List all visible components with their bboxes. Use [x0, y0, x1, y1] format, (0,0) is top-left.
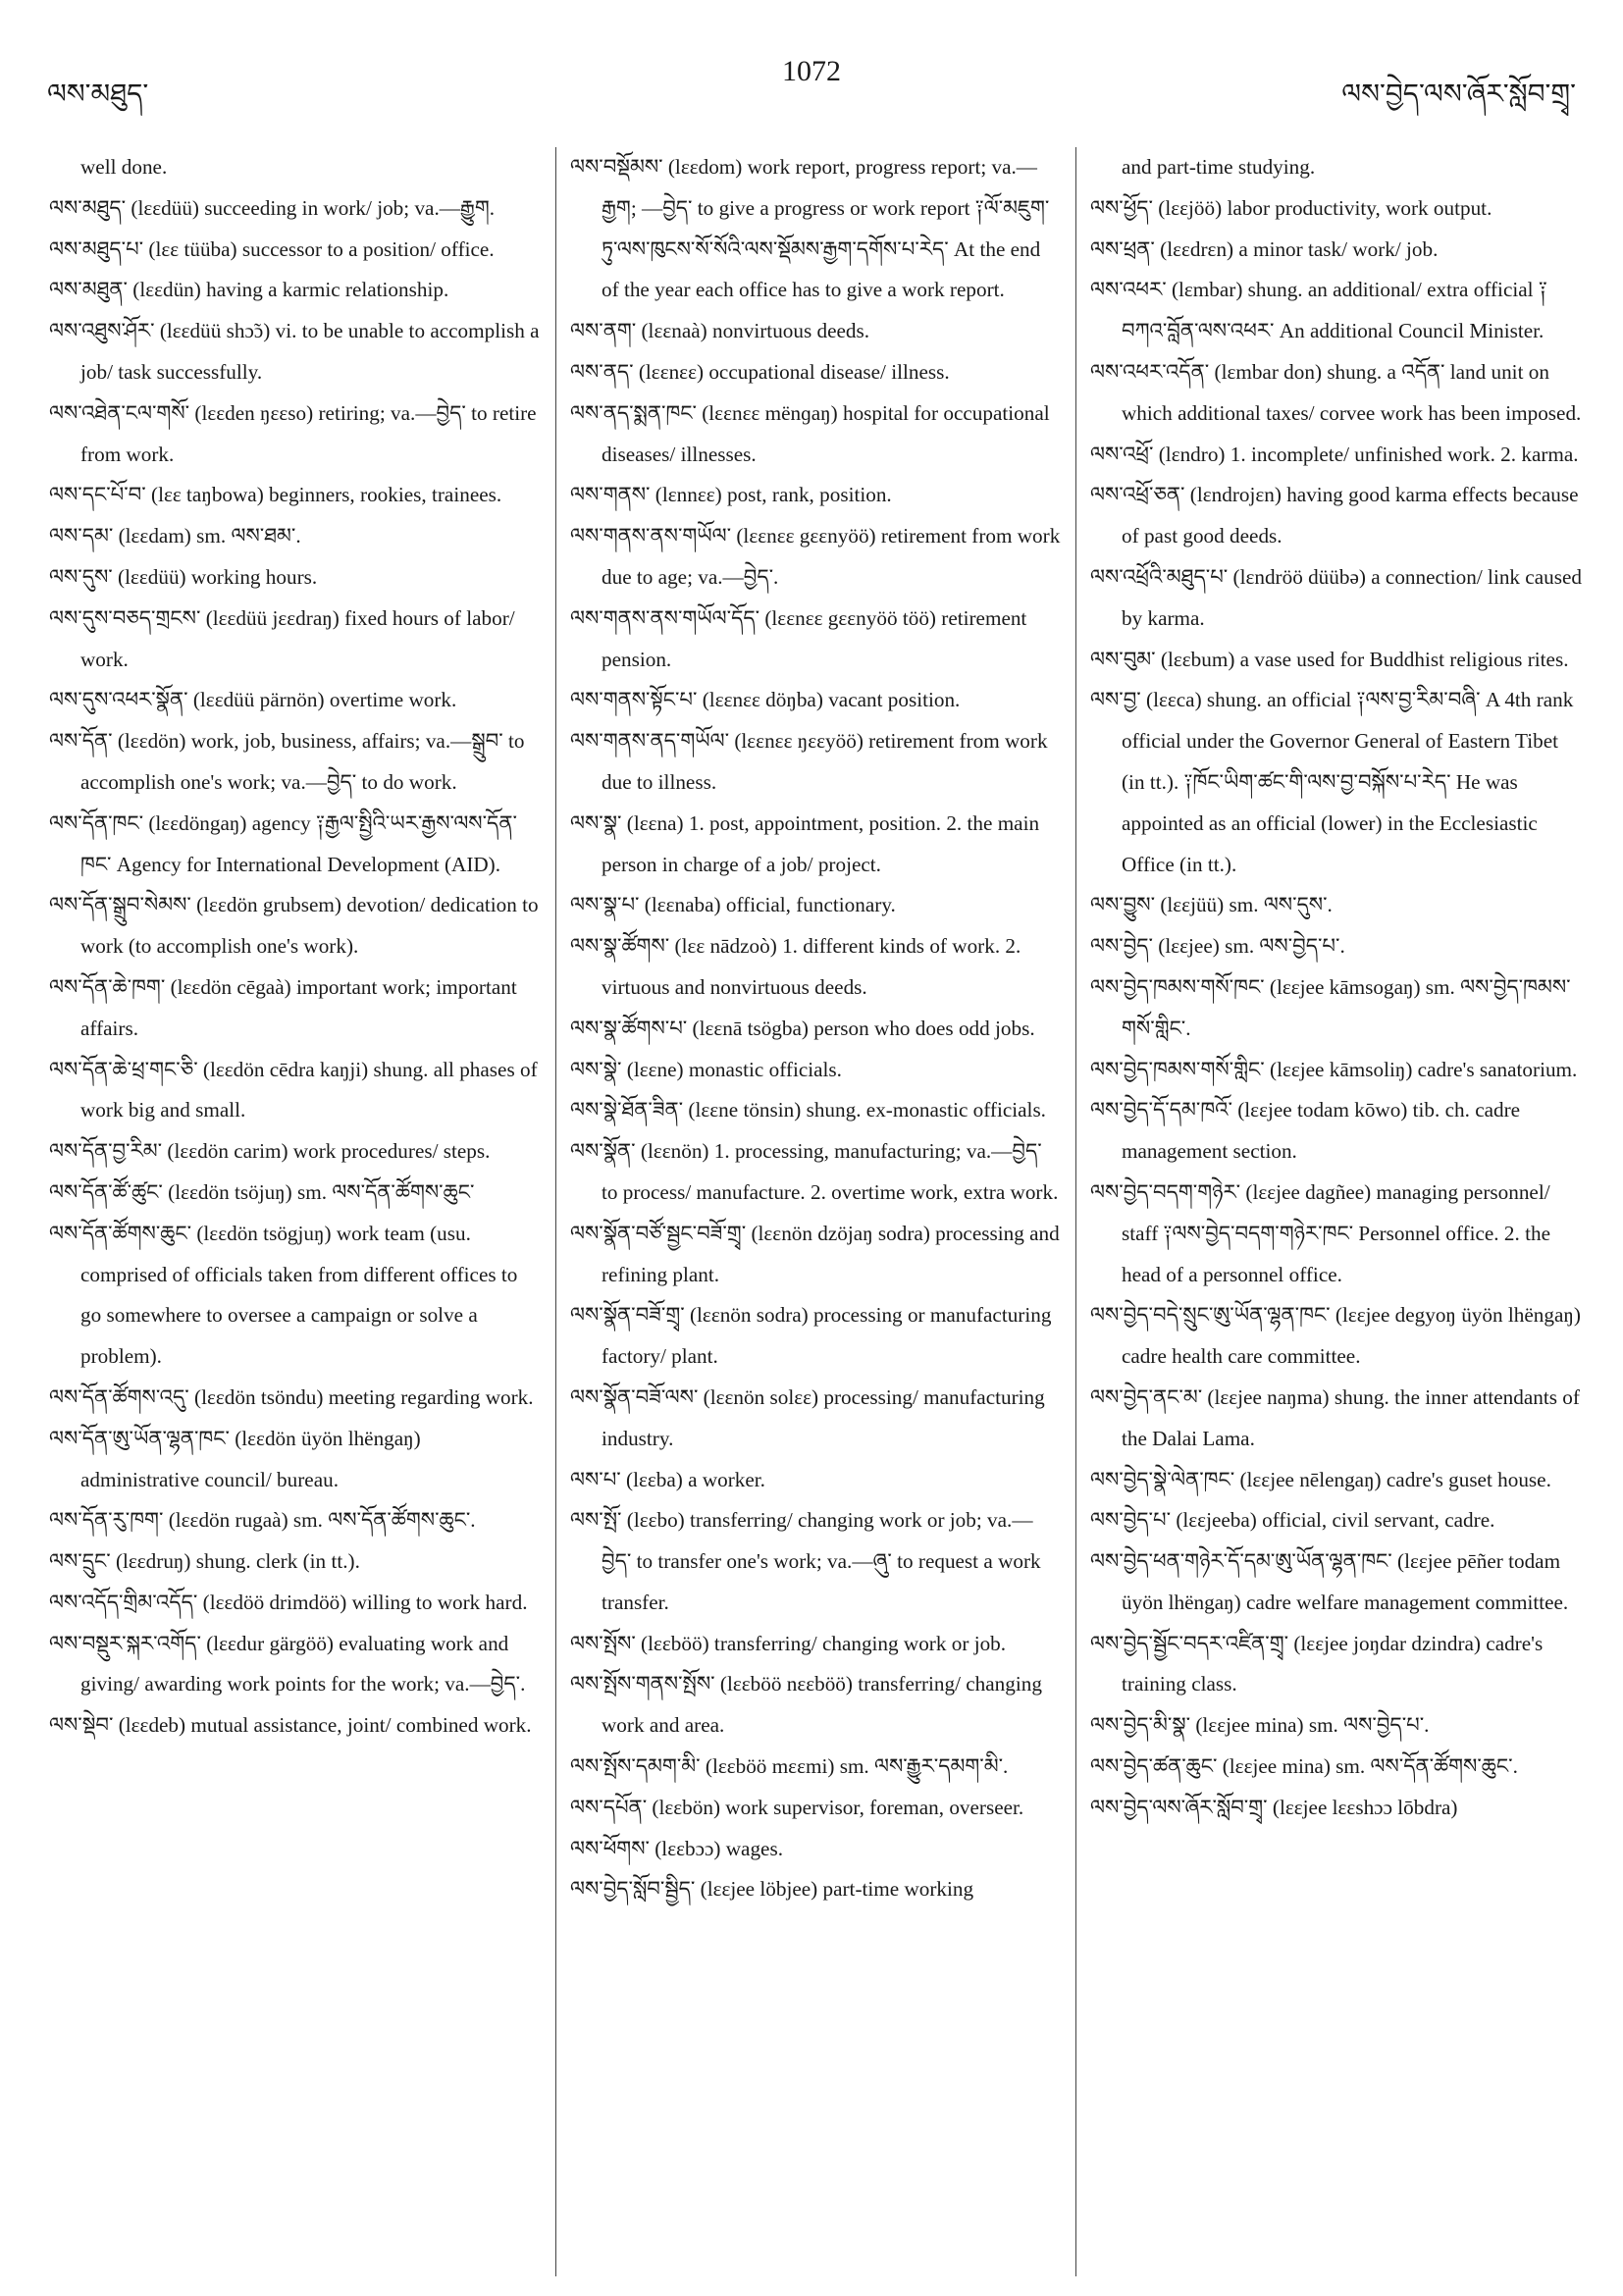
dictionary-entry: ལས་བྱེད་སྦྱོང་བདར་འཛིན་གྲྭ་ (lɛɛjee joŋdar dzindra) cadre's training class. — [1090, 1631, 1544, 1696]
dictionary-entry: ལས་བྱེད་ལས་ཞོར་སློབ་གྲྭ་ (lɛɛjee lɛɛshɔɔ lōbdra) — [1090, 1795, 1458, 1819]
dictionary-entry: ལས་བྱེད་ (lɛɛjee) sm. ལས་བྱེད་པ་. — [1090, 934, 1345, 959]
dictionary-entry: ལས་བྱེད་མི་སྣ་ (lɛɛjee mina) sm. ལས་བྱེད་པ་. — [1090, 1713, 1430, 1738]
dictionary-entry: ལས་མཐུན་ (lɛɛdün) having a karmic relationship. — [49, 278, 449, 302]
dictionary-entry: ལས་སྤོས་ (lɛɛböö) transferring/ changing work or job. — [570, 1631, 1007, 1655]
dictionary-entry: ལས་སྡེབ་ (lɛɛdeb) mutual assistance, joint/ combined work. — [49, 1713, 532, 1738]
dictionary-entry: ལས་དུས་ (lɛɛdüü) working hours. — [49, 564, 318, 589]
dictionary-entry: ལས་ནད་ (lɛɛnɛɛ) occupational disease/ illness. — [570, 359, 950, 384]
dictionary-entry: ལས་བུམ་ (lɛɛbum) a vase used for Buddhist religious rites. — [1090, 647, 1569, 671]
dictionary-entry: ལས་ནག་ (lɛɛnaà) nonvirtuous deeds. — [570, 319, 870, 343]
dictionary-entry: ལས་དང་པོ་བ་ (lɛɛ taŋbowa) beginners, rookies, trainees. — [49, 483, 502, 507]
dictionary-entry: ལས་བྱེད་ཁམས་གསོ་ཁང་ (lɛɛjee kāmsogaŋ) sm. ལས་བྱེད་ཁམས་གསོ་གླིང་. — [1090, 974, 1571, 1040]
dictionary-entry: ལས་འཕྲོའི་མཐུད་པ་ (lɛndröö düübə) a connection/ link caused by karma. — [1090, 564, 1582, 630]
dictionary-entry: ལས་འཐུས་ཤོར་ (lɛɛdüü shɔ̃ɔ) vi. to be unable to accomplish a job/ task successfully. — [49, 319, 540, 384]
dictionary-entry: ལས་དོན་ཆེ་ཕྲ་གང་ཅི་ (lɛɛdön cēdra kaŋji) shung. all phases of work big and small. — [49, 1057, 538, 1122]
dictionary-entry: ལས་བྱེད་བདེ་སྲུང་ཨུ་ཡོན་ལྷན་ཁང་ (lɛɛjee degyoŋ üyön lhëngaŋ) cadre health care committee. — [1090, 1303, 1581, 1369]
dictionary-entry: ལས་བྱེད་ནང་མ་ (lɛɛjee naŋma) shung. the inner attendants of the Dalai Lama. — [1090, 1384, 1580, 1450]
column-3 — [1075, 147, 1596, 2276]
dictionary-entry: ལས་སྣོན་བཙོ་སྦྱང་བཟོ་གྲྭ་ (lɛɛnön dzöjaŋ sodra) processing and refining plant. — [570, 1221, 1060, 1286]
column-1 — [35, 147, 555, 2276]
dictionary-entry: ལས་སྣོན་ (lɛɛnön) 1. processing, manufacturing; va.—བྱེད་ to process/ manufacture. 2. overtime work, extra work. — [570, 1139, 1059, 1204]
dictionary-entry: and part-time studying. — [1122, 155, 1316, 179]
dictionary-entry: ལས་དོན་སྒྲུབ་སེམས་ (lɛɛdön grubsem) devotion/ dedication to work (to accomplish one's work). — [49, 893, 539, 959]
dictionary-entry: ལས་དོན་ཆེ་ཁག་ (lɛɛdön cēgaà) important work; important affairs. — [49, 974, 517, 1040]
dictionary-entry: ལས་སྣེ་ (lɛɛne) monastic officials. — [570, 1057, 842, 1081]
header-right: ལས་བྱེད་ལས་ཞོར་སློབ་གྲྭ་ — [1341, 78, 1576, 110]
header-left: ལས་མཐུད་ — [47, 78, 149, 110]
dictionary-entry: ལས་བྱེད་དོ་དམ་ཁའོ་ (lɛɛjee todam kōwo) tib. ch. cadre management section. — [1090, 1098, 1521, 1164]
dictionary-entry: ལས་དྲུང་ (lɛɛdruŋ) shung. clerk (in tt.). — [49, 1549, 360, 1574]
dictionary-columns — [35, 147, 1596, 2276]
dictionary-entry: ལས་སྣེ་ཐོན་ཟིན་ (lɛɛne tönsin) shung. ex-monastic officials. — [570, 1098, 1046, 1122]
dictionary-entry: ལས་ཕོགས་ (lɛɛbɔɔ) wages. — [570, 1836, 783, 1860]
dictionary-entry: ལས་དོན་ཚོ་ཚུང་ (lɛɛdön tsöjuŋ) sm. ལས་དོན་ཚོགས་ཆུང་ — [49, 1179, 475, 1204]
dictionary-entry: ལས་བསྡུར་སྐར་འགོད་ (lɛɛdur gärgöö) evaluating work and giving/ awarding work points for the work; va.—བྱེད་. — [49, 1631, 526, 1696]
dictionary-entry: ལས་གནས་ནད་གཡོལ་ (lɛɛnɛɛ ŋɛɛyöö) retirement from work due to illness. — [570, 729, 1048, 794]
dictionary-entry: ལས་སྤོས་གནས་སྤོས་ (lɛɛböö nɛɛböö) transferring/ changing work and area. — [570, 1672, 1042, 1738]
dictionary-entry: ལས་སྣ་ (lɛɛna) 1. post, appointment, position. 2. the main person in charge of a job/ project. — [570, 810, 1040, 876]
dictionary-entry: ལས་སྣ་ཚོགས་པ་ (lɛɛnā tsögba) person who does odd jobs. — [570, 1016, 1035, 1040]
dictionary-entry: ལས་བྱ་ (lɛɛca) shung. an official ༑ལས་བྱ་རིམ་བཞི་ A 4th rank official under the Governor General of Eastern Tibet (in tt.). ༑ཁོང་ཡིག་ཚང་གི་ལས་བྱ་བསྐོས་པ་རེད་ He was appointed as an official (lower) in the Ecclesiastic Office (in tt.). — [1090, 688, 1574, 876]
dictionary-entry: ལས་དོན་བྱ་རིམ་ (lɛɛdön carim) work procedures/ steps. — [49, 1139, 491, 1164]
dictionary-entry: ལས་བྱུས་ (lɛɛjüü) sm. ལས་དུས་. — [1090, 893, 1333, 917]
dictionary-entry: ལས་བྱེད་ཁམས་གསོ་གླིང་ (lɛɛjee kāmsoliŋ) cadre's sanatorium. — [1090, 1057, 1578, 1081]
dictionary-entry: ལས་འཕྲོ་ (lɛndro) 1. incomplete/ unfinished work. 2. karma. — [1090, 442, 1579, 466]
page-number: 1072 — [782, 55, 841, 87]
dictionary-entry: ལས་མཐུད་པ་ (lɛɛ tüüba) successor to a position/ office. — [49, 236, 495, 261]
dictionary-entry: ལས་དོན་རུ་ཁག་ (lɛɛdön rugaà) sm. ལས་དོན་ཚོགས་ཆུང་. — [49, 1508, 476, 1533]
dictionary-entry: ལས་མཐུད་ (lɛɛdüü) succeeding in work/ job; va.—རྒྱུག. — [49, 195, 496, 220]
dictionary-entry: ལས་འཕྲོ་ཅན་ (lɛndrojɛn) having good karma effects because of past good deeds. — [1090, 483, 1579, 548]
dictionary-entry: ལས་གནས་ནས་གཡོལ་ (lɛɛnɛɛ gɛɛnyöö) retirement from work due to age; va.—བྱེད་. — [570, 524, 1061, 589]
dictionary-entry: ལས་སྣ་ཚོགས་ (lɛɛ nādzoò) 1. different kinds of work. 2. virtuous and nonvirtuous deeds. — [570, 934, 1021, 999]
dictionary-entry: ལས་བྱེད་སྣེ་ལེན་ཁང་ (lɛɛjee nēlengaŋ) cadre's guset house. — [1090, 1467, 1551, 1491]
dictionary-entry: ལས་དོན་ཚོགས་ཆུང་ (lɛɛdön tsögjuŋ) work team (usu. comprised of officials taken from different offices to go somewhere to oversee a campaign or solve a problem). — [49, 1221, 518, 1369]
dictionary-entry: ལས་བྱེད་སློབ་སྦྱིད་ (lɛɛjee löbjee) part-time working — [570, 1877, 974, 1902]
dictionary-entry: ལས་དོན་ཚོགས་འདུ་ (lɛɛdön tsöndu) meeting regarding work. — [49, 1384, 534, 1409]
dictionary-entry: ལས་ཕྱོད་ (lɛɛjöö) labor productivity, work output. — [1090, 195, 1492, 220]
dictionary-entry: ལས་དུས་འཕར་སྣོན་ (lɛɛdüü pärnön) overtime work. — [49, 688, 457, 712]
dictionary-entry: ལས་དོན་ཨུ་ཡོན་ལྷན་ཁང་ (lɛɛdön üyön lhëngaŋ) administrative council/ bureau. — [49, 1426, 421, 1491]
dictionary-entry: ལས་ཕྲན་ (lɛɛdrɛn) a minor task/ work/ job. — [1090, 236, 1439, 261]
dictionary-entry: ལས་འཕར་ (lɛmbar) shung. an additional/ extra official ༑བཀའ་བློན་ལས་འཕར་ An additional Council Minister. — [1090, 278, 1547, 343]
dictionary-entry: ལས་དོན་ (lɛɛdön) work, job, business, affairs; va.—སྒྲུབ་ to accomplish one's work; va.—བྱེད་ to do work. — [49, 729, 525, 794]
dictionary-entry: well done. — [80, 155, 168, 179]
dictionary-entry: ལས་སྤོས་དམག་མི་ (lɛɛböö mɛɛmi) sm. ལས་རྒྱུར་དམག་མི་. — [570, 1754, 1009, 1779]
dictionary-entry: ལས་སྣོན་བཟོ་གྲྭ་ (lɛɛnön sodra) processing or manufacturing factory/ plant. — [570, 1303, 1052, 1369]
dictionary-entry: ལས་སྤོ་ (lɛɛbo) transferring/ changing work or job; va.—བྱེད་ to transfer one's work; va.—ཞུ་ to request a work transfer. — [570, 1508, 1041, 1614]
dictionary-entry: ལས་དོན་ཁང་ (lɛɛdöngaŋ) agency ༑རྒྱལ་སྤྱིའི་ཡར་རྒྱས་ལས་དོན་ཁང་ Agency for International Development (AID). — [49, 810, 517, 876]
dictionary-entry: ལས་བྱེད་བདག་གཉེར་ (lɛɛjee dagñee) managing personnel/ staff ༑ལས་བྱེད་བདག་གཉེར་ཁང་ Personnel office. 2. the head of a personnel office. — [1090, 1179, 1550, 1286]
dictionary-entry: ལས་བསྡོམས་ (lɛɛdom) work report, progress report; va.—རྒྱག; —བྱེད་ to give a progress or work report ༑ལོ་མཇུག་ཏུ་ལས་ཁུངས་སོ་སོའི་ལས་སྡོམས་རྒྱག་དགོས་པ་རེད་ At the end of the year each office has to give a work report. — [570, 155, 1050, 302]
column-2 — [555, 147, 1075, 2276]
dictionary-entry: ལས་དཔོན་ (lɛɛbön) work supervisor, foreman, overseer. — [570, 1795, 1024, 1819]
dictionary-entry: ལས་གནས་ནས་གཡོལ་དོད་ (lɛɛnɛɛ gɛɛnyöö töö) retirement pension. — [570, 605, 1027, 671]
dictionary-entry: ལས་དུས་བཅད་གྲངས་ (lɛɛdüü jɛɛdraŋ) fixed hours of labor/ work. — [49, 605, 515, 671]
dictionary-entry: ལས་སྣ་པ་ (lɛɛnaba) official, functionary. — [570, 893, 896, 917]
dictionary-entry: ལས་ནད་སྨན་ཁང་ (lɛɛnɛɛ mënɡaŋ) hospital for occupational diseases/ illnesses. — [570, 400, 1050, 466]
dictionary-entry: ལས་འདོད་གྲིམ་འདོད་ (lɛɛdöö drimdöö) willing to work hard. — [49, 1590, 528, 1614]
dictionary-entry: ལས་འཐེན་ངལ་གསོ་ (lɛɛden ŋɛɛso) retiring; va.—བྱེད་ to retire from work. — [49, 400, 537, 466]
dictionary-entry: ལས་བྱེད་ཚན་ཆུང་ (lɛɛjee mina) sm. ལས་དོན་ཚོགས་ཆུང་. — [1090, 1754, 1518, 1779]
dictionary-entry: ལས་པ་ (lɛɛba) a worker. — [570, 1467, 765, 1491]
dictionary-entry: ལས་བྱེད་པ་ (lɛɛjeeba) official, civil servant, cadre. — [1090, 1508, 1495, 1533]
dictionary-entry: ལས་སྣོན་བཟོ་ལས་ (lɛɛnön solɛɛ) processing/ manufacturing industry. — [570, 1384, 1045, 1450]
dictionary-entry: ལས་གནས་ (lɛnnɛɛ) post, rank, position. — [570, 483, 892, 507]
dictionary-entry: ལས་དམ་ (lɛɛdam) sm. ལས་ཐམ་. — [49, 524, 301, 548]
dictionary-entry: ལས་བྱེད་ཕན་གཉེར་དོ་དམ་ཨུ་ཡོན་ལྷན་ཁང་ (lɛɛjee pēñer todam üyön lhëngaŋ) cadre welfare management committee. — [1090, 1549, 1569, 1614]
dictionary-entry: ལས་འཕར་འདོན་ (lɛmbar don) shung. a འདོན་ land unit on which additional taxes/ corvee work has been imposed. — [1090, 359, 1582, 425]
dictionary-entry: ལས་གནས་སྟོང་པ་ (lɛɛnɛɛ döŋba) vacant position. — [570, 688, 961, 712]
